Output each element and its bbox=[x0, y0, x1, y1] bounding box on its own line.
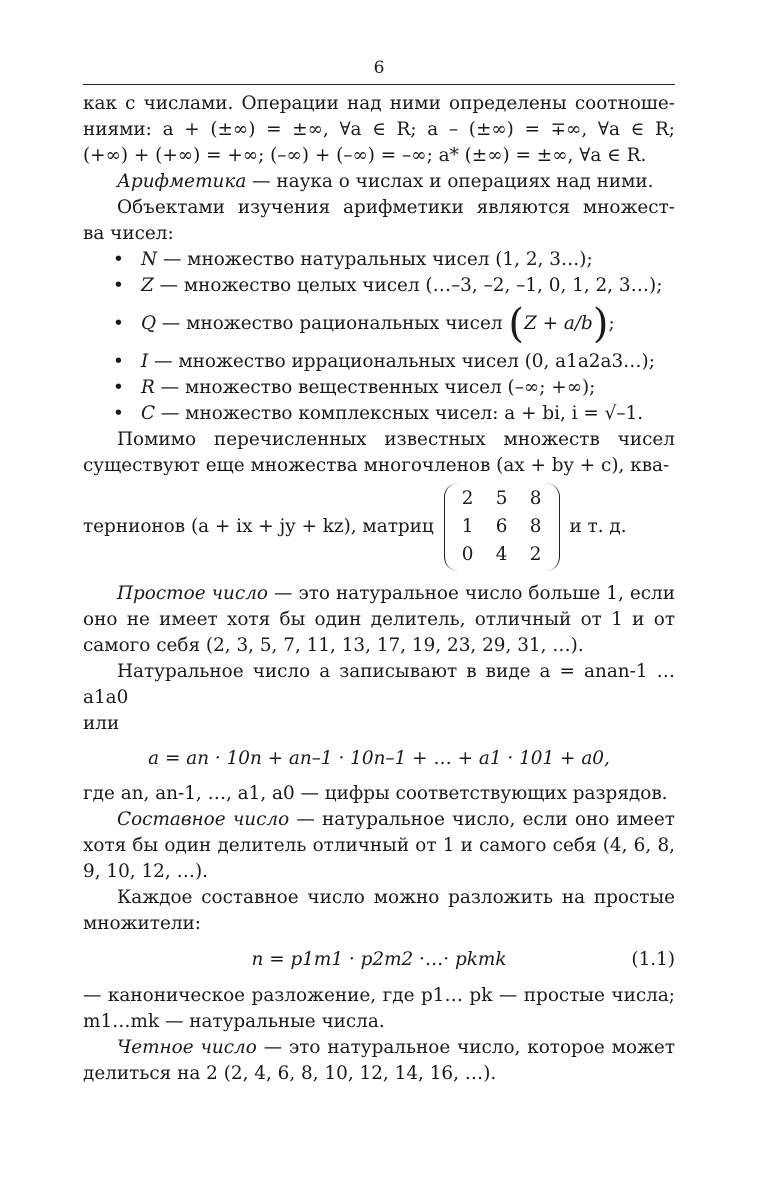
paragraph-line: как с числами. Операции над ними определены соотноше- bbox=[83, 93, 675, 114]
header-rule bbox=[83, 84, 675, 85]
matrix-line bbox=[83, 483, 675, 571]
paragraph-line: — каноническое разложение, где p1… pk — простые числа; bbox=[83, 985, 675, 1006]
term: Составное число bbox=[117, 809, 290, 830]
paragraph-line: Объектами изучения арифметики являются множест- bbox=[117, 197, 675, 218]
matrix-cell: 1 bbox=[461, 516, 474, 537]
list-item-text: — множество целых чисел (…–3, –2, –1, 0, 1, 2, 3…); bbox=[153, 275, 663, 296]
list-item-text: — множество комплексных чисел: a + bi, i = √–1. bbox=[155, 403, 644, 424]
page bbox=[83, 56, 675, 1087]
matrix-cell: 8 bbox=[529, 516, 542, 537]
definition-text: — натуральное число, если оно имеет хотя бы один делитель отличный от 1 и самого себя (4, 6, 8, 9, 10, 12, …). bbox=[83, 809, 675, 882]
page-number: 6 bbox=[373, 58, 385, 78]
quaternions-text: тернионов (a + ix + jy + kz), матриц bbox=[83, 516, 434, 537]
equation-number: (1.1) bbox=[631, 949, 675, 970]
term: Арифметика bbox=[117, 171, 247, 192]
definition-composite bbox=[83, 807, 675, 885]
factor-formula: n = p1m1 · p2m2 ·…· pkmk bbox=[251, 949, 507, 970]
set-symbol: C bbox=[141, 403, 156, 424]
bullet-icon: • bbox=[113, 377, 124, 398]
definition-text: — наука о числах и операциях над ними. bbox=[246, 171, 654, 192]
or-text: или bbox=[83, 713, 120, 734]
set-symbol: I bbox=[141, 351, 149, 372]
matrix-cell: 8 bbox=[529, 488, 542, 509]
list-item bbox=[83, 247, 675, 273]
list-item bbox=[83, 349, 675, 375]
list-item-text: — множество рациональных чисел bbox=[156, 313, 503, 334]
definition-prime bbox=[83, 581, 675, 659]
list-item-text: — множество иррациональных чисел (0, a1a2a3…); bbox=[148, 351, 655, 372]
paragraph-line: Помимо перечисленных известных множеств чисел bbox=[117, 429, 675, 450]
factor-text: Каждое составное число можно разложить на простые множители: bbox=[83, 887, 675, 934]
paragraph-line bbox=[83, 117, 675, 143]
paragraph-line: существуют еще множества многочленов (ax + by + c), ква- bbox=[83, 455, 670, 476]
list-item bbox=[83, 273, 675, 299]
factor-equation bbox=[83, 937, 675, 983]
paragraph-line: m1…mk — натуральные числа. bbox=[83, 1011, 385, 1032]
list-item-text: — множество натуральных чисел (1, 2, 3…); bbox=[157, 249, 593, 270]
matrix-cell: 6 bbox=[495, 516, 508, 537]
set-symbol: R bbox=[141, 377, 155, 398]
bullet-icon: • bbox=[113, 403, 124, 424]
set-symbol: Z bbox=[141, 275, 154, 296]
paren-right: ) bbox=[592, 301, 609, 347]
bullet-icon: • bbox=[113, 249, 124, 270]
list-item bbox=[83, 375, 675, 401]
matrix-cell: 2 bbox=[529, 544, 542, 565]
list-item-text: — множество вещественных чисел (–∞; +∞); bbox=[154, 377, 596, 398]
paragraph-line: ва чисел: bbox=[83, 223, 174, 244]
digits-text: где an, an-1, …, a1, a0 — цифры соответствующих разрядов. bbox=[83, 783, 668, 804]
matrix-cell: 2 bbox=[461, 488, 474, 509]
definition-text: — это натуральное число, которое может делиться на 2 (2, 4, 6, 8, 10, 12, 14, 16, …). bbox=[83, 1037, 675, 1084]
list-item: • Q — множество рациональных чисел (Z + a/b); bbox=[113, 301, 615, 347]
matrix-cell: 0 bbox=[461, 544, 474, 565]
number-sets-list bbox=[83, 247, 675, 427]
natural-intro: Натуральное число a записывают в виде a = anan-1 … a1a0 bbox=[83, 661, 675, 708]
paren-left: ( bbox=[508, 301, 525, 347]
definition-text: — это натуральное число больше 1, если оно не имеет хотя бы один делитель, отличный от 1 и от самого себя (2, 3, 5, 7, 11, 13, 17, 19, 23, 29, 31, …). bbox=[83, 583, 675, 656]
etc-text: и т. д. bbox=[569, 516, 627, 537]
matrix-cell: 5 bbox=[495, 488, 508, 509]
term: Четное число bbox=[117, 1037, 257, 1058]
set-symbol: N bbox=[141, 249, 158, 270]
set-symbol: Q bbox=[141, 313, 157, 334]
bullet-icon: • bbox=[113, 313, 124, 334]
rational-formula: Z + a/b bbox=[524, 313, 593, 334]
decimal-formula: a = an · 10n + an–1 · 10n–1 + … + a1 · 101 + a0, bbox=[148, 748, 610, 769]
math-line: ниями: a + (±∞) = ±∞, ∀a ∈ R; a – (±∞) = ∓∞, ∀a ∈ R; bbox=[83, 119, 675, 140]
bullet-icon: • bbox=[113, 275, 124, 296]
definition-even bbox=[83, 1035, 675, 1087]
matrix bbox=[444, 483, 560, 571]
matrix-cell: 4 bbox=[495, 544, 508, 565]
bullet-icon: • bbox=[113, 351, 124, 372]
paragraph-line: (+∞) + (+∞) = +∞; (–∞) + (–∞) = –∞; a* (±∞) = ±∞, ∀a ∈ R. bbox=[83, 145, 647, 166]
term: Простое число bbox=[117, 583, 268, 604]
definition-arithmetic bbox=[83, 169, 675, 195]
list-item bbox=[83, 401, 675, 427]
